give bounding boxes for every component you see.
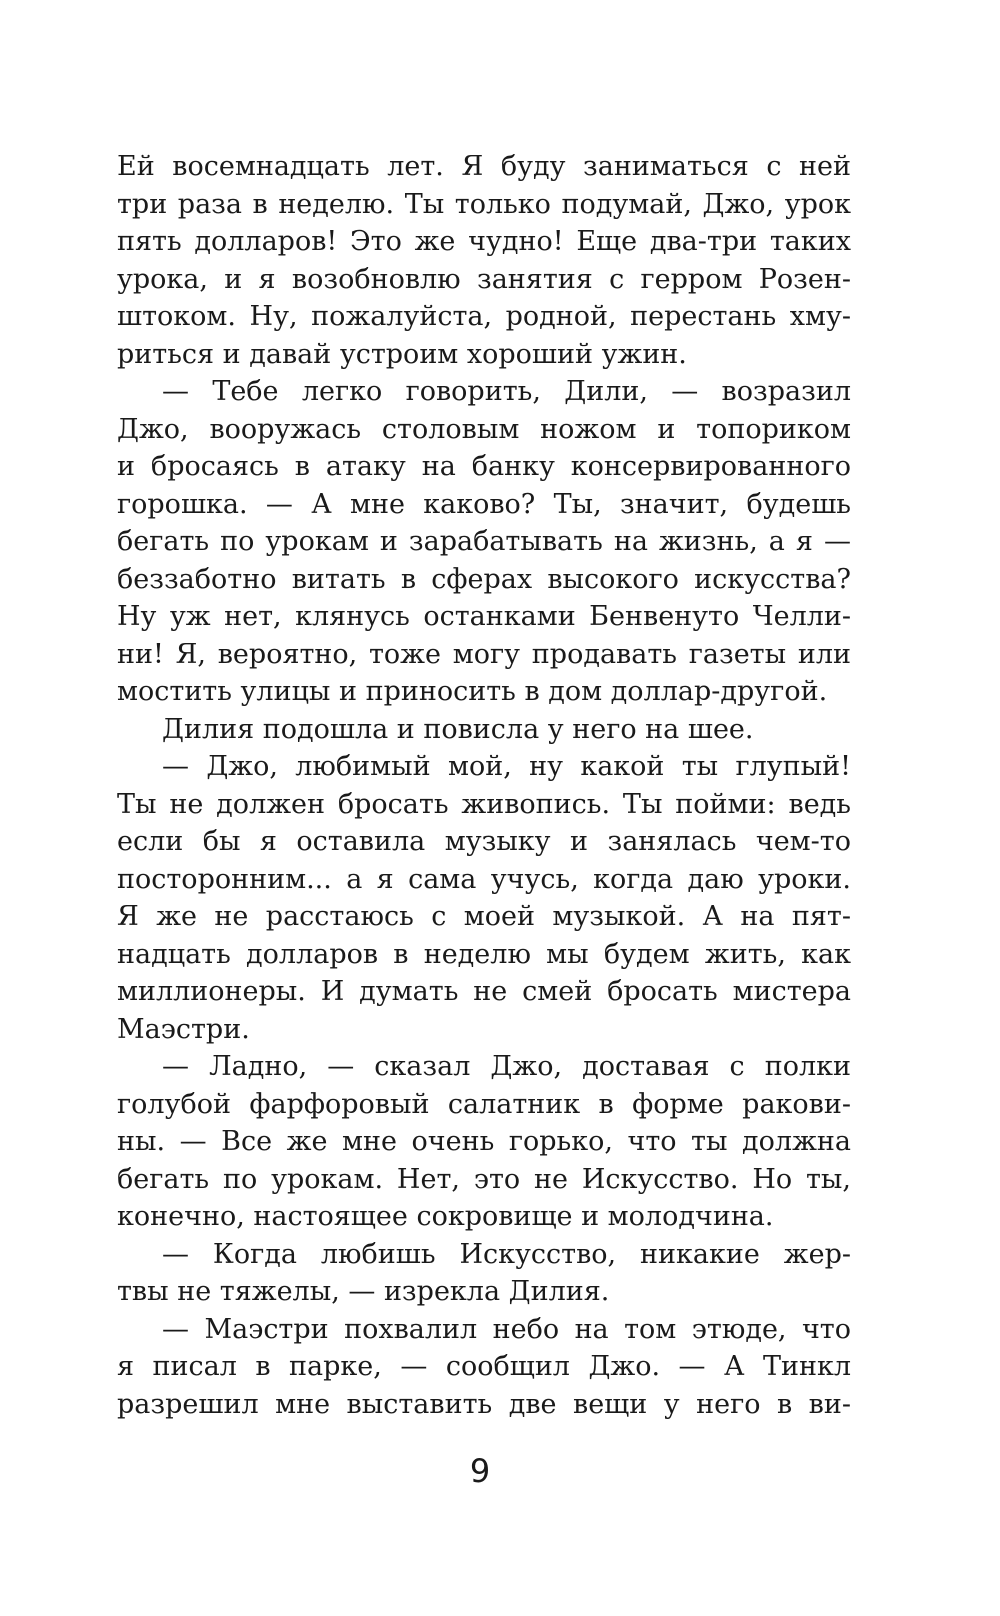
text-line: ни! Я, вероятно, тоже могу продавать газеты или [117, 638, 851, 670]
text-line: бегать по урокам. Нет, это не Искусство. Но ты, [117, 1163, 851, 1195]
text-line: — Джо, любимый мой, ну какой ты глупый! [162, 751, 851, 782]
text-line: Я же не расстаюсь с моей музыкой. А на пят- [117, 901, 851, 932]
text-line: голубой фарфоровый салатник в форме ракови- [117, 1088, 851, 1120]
text-line: пять долларов! Это же чудно! Еще два-три таких [117, 226, 851, 257]
text-line: — Маэстри похвалил небо на том этюде, что [162, 1313, 851, 1345]
body-text [117, 148, 851, 1423]
text-line: беззаботно витать в сферах высокого искусства? [117, 563, 851, 595]
text-line: — Ладно, — сказал Джо, доставая с полки [162, 1051, 851, 1082]
text-line: — Тебе легко говорить, Дили, — возразил [162, 376, 851, 407]
text-line: Джо, вооружась столовым ножом и топориком [117, 413, 851, 445]
text-line: Ты не должен бросать живопись. Ты пойми: ведь [117, 788, 851, 820]
text-line: ны. — Все же мне очень горько, что ты должна [117, 1126, 851, 1157]
text-line: — Когда любишь Искусство, никакие жер- [162, 1238, 851, 1270]
text-line: я писал в парке, — сообщил Джо. — А Тинкл [117, 1351, 851, 1382]
text-line: горошка. — А мне каково? Ты, значит, будешь [117, 488, 851, 520]
text-line: надцать долларов в неделю мы будем жить, как [117, 938, 851, 970]
page-number: 9 [469, 1452, 491, 1490]
text-line: Маэстри. [117, 1013, 250, 1045]
text-line: три раза в неделю. Ты только подумай, Джо, урок [117, 188, 851, 220]
text-line: риться и давай устроим хороший ужин. [117, 338, 687, 370]
text-line: бегать по урокам и зарабатывать на жизнь, а я — [117, 526, 851, 557]
text-line: Ну уж нет, клянусь останками Бенвенуто Челли- [117, 601, 851, 632]
text-line: Дилия подошла и повисла у него на шее. [162, 713, 754, 745]
text-line: если бы я оставила музыку и занялась чем-то [117, 826, 851, 857]
text-line: мостить улицы и приносить в дом доллар-другой. [117, 676, 828, 707]
text-line: посторонним... а я сама учусь, когда даю уроки. [117, 863, 851, 895]
text-line: и бросаясь в атаку на банку консервированного [117, 451, 851, 482]
text-line: твы не тяжелы, — изрекла Дилия. [117, 1276, 610, 1307]
text-line: миллионеры. И думать не смей бросать мистера [117, 976, 851, 1007]
text-line: разрешил мне выставить две вещи у него в ви- [117, 1388, 851, 1420]
text-line: штоком. Ну, пожалуйста, родной, перестань хму- [117, 301, 851, 332]
text-line: урока, и я возобновлю занятия с герром Розен- [117, 263, 851, 295]
text-line: Ей восемнадцать лет. Я буду заниматься с ней [117, 151, 851, 182]
text-line: конечно, настоящее сокровище и молодчина. [117, 1201, 774, 1232]
